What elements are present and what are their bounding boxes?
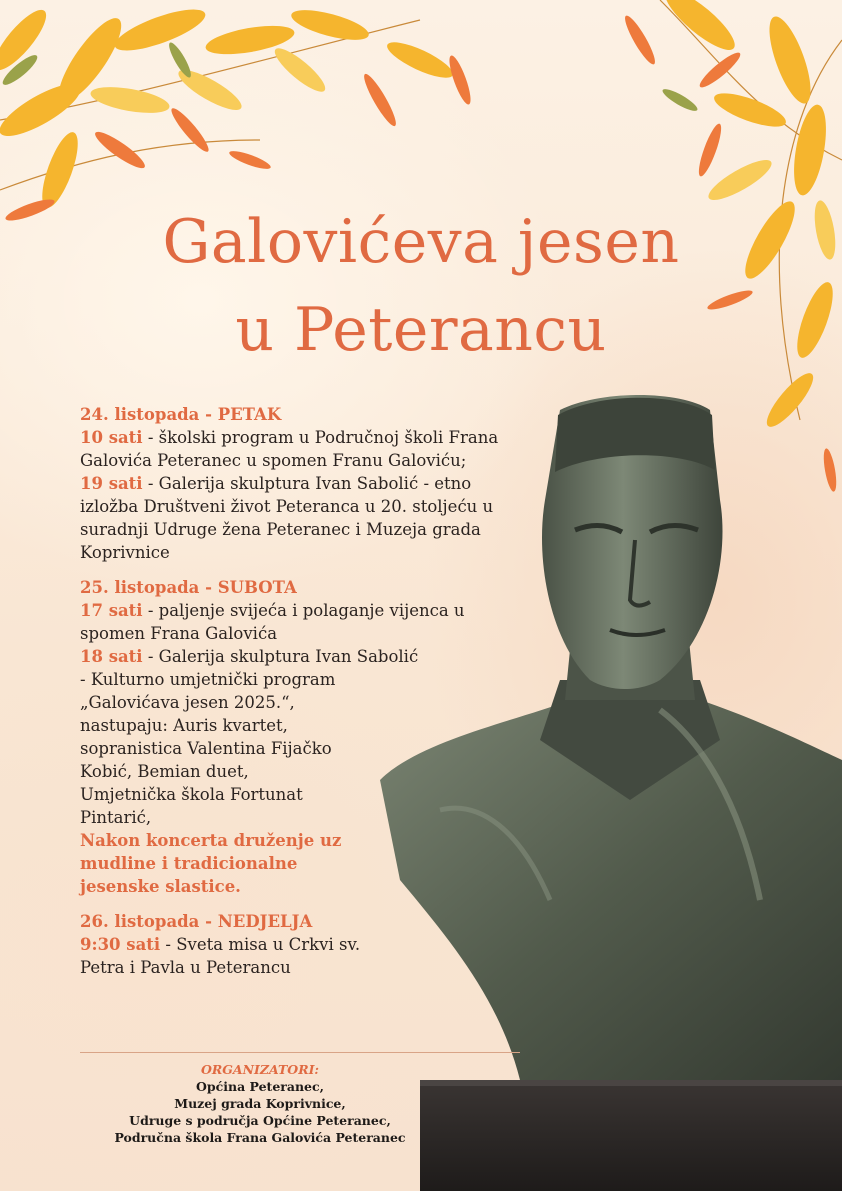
program-entry (80, 472, 520, 564)
after-concert-note: Nakon koncerta druženje uz mudline i tradicionalne jesenske slastice. (80, 831, 342, 896)
entry-time: 19 sati (80, 474, 143, 493)
day-friday (80, 403, 520, 564)
organizer-line: Udruge s područja Općine Peteranec, (129, 1113, 391, 1128)
organizer-line: Općina Peteranec, (196, 1079, 324, 1094)
entry-time: 17 sati (80, 601, 143, 620)
program-entry (80, 599, 520, 645)
program-entry (80, 668, 345, 829)
day-saturday (80, 576, 520, 898)
event-program (80, 403, 520, 991)
program-entry (80, 933, 400, 979)
entry-text: - Galerija skulptura Ivan Sabolić - etno izložba Društveni život Peteranca u 20. stoljeću u suradnji Udruge žena Peteranec i Muzeja grada Koprivnice (80, 474, 494, 562)
organizers-block (80, 1061, 440, 1146)
entry-text: - školski program u Područnoj školi Frana Galovića Peteranec u spomen Franu Galoviću; (80, 428, 499, 470)
title-line-1: Galovićeva jesen (162, 207, 680, 277)
poster-title (0, 198, 842, 374)
organizers-title: ORGANIZATORI: (200, 1062, 320, 1077)
organizer-line: Muzej grada Koprivnice, (174, 1096, 346, 1111)
day-heading: 25. listopada - SUBOTA (80, 578, 297, 597)
entry-time: 10 sati (80, 428, 143, 447)
autumn-leaves-left-decoration (0, 0, 520, 230)
title-line-2: u Peterancu (235, 295, 607, 365)
day-sunday (80, 910, 520, 979)
entry-text: - Kulturno umjetnički program „Galovićava jesen 2025.“, nastupaju: Auris kvartet, sopranistica Valentina Fijačko Kobić, Bemian duet, Umjetnička škola Fortunat Pintarić, (80, 670, 336, 827)
program-entry (80, 426, 520, 472)
entry-time: 9:30 sati (80, 935, 161, 954)
entry-time: 18 sati (80, 647, 143, 666)
day-heading: 26. listopada - NEDJELJA (80, 912, 313, 931)
section-divider (80, 1052, 520, 1053)
entry-text: - Galerija skulptura Ivan Sabolić (142, 647, 419, 666)
program-entry (80, 645, 520, 668)
entry-text: - paljenje svijeća i polaganje vijenca u spomen Frana Galovića (80, 601, 465, 643)
organizer-line: Područna škola Frana Galovića Peteranec (114, 1130, 406, 1145)
entry-text: - Sveta misa u Crkvi sv. Petra i Pavla u Peterancu (80, 935, 361, 977)
day-heading: 24. listopada - PETAK (80, 405, 282, 424)
bust-pedestal (420, 1080, 842, 1191)
